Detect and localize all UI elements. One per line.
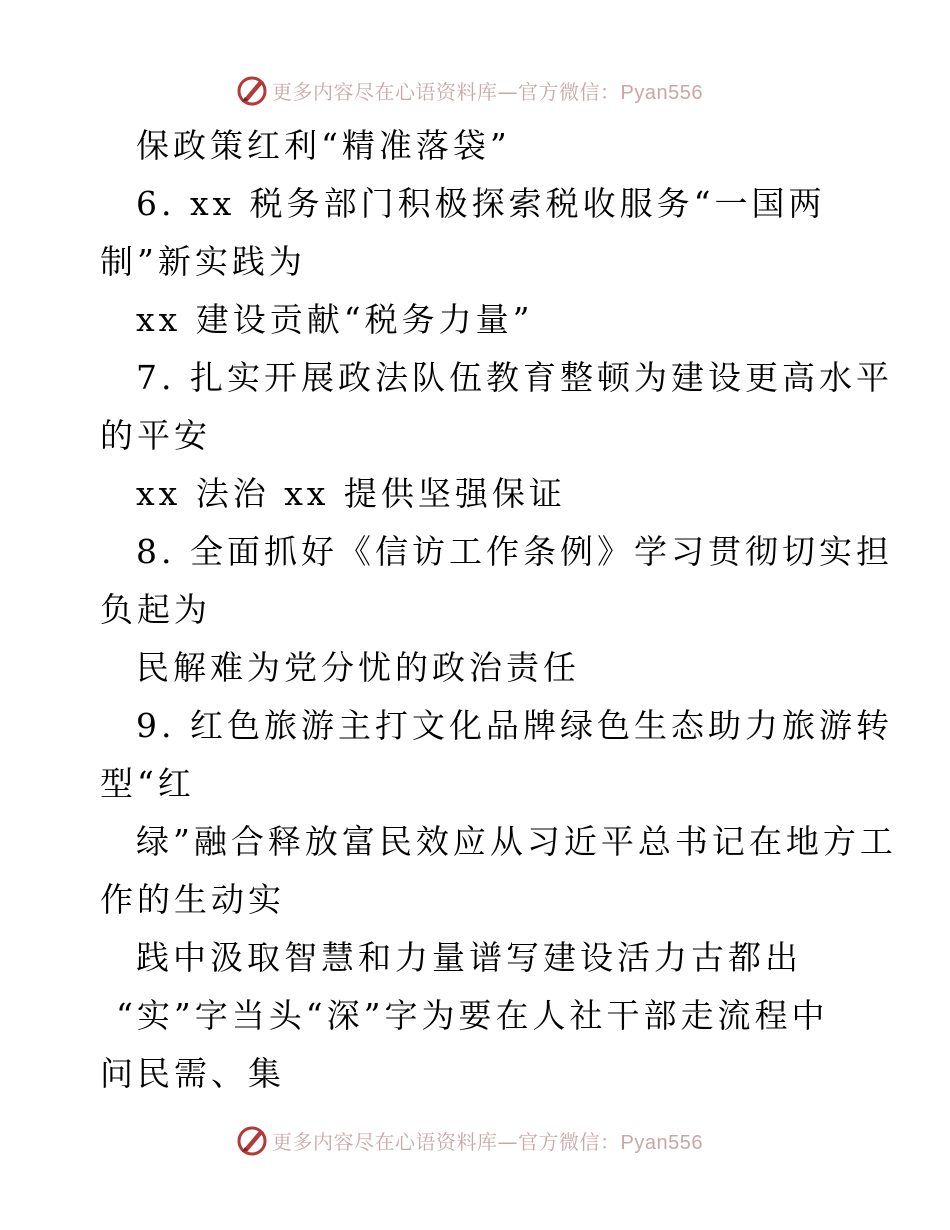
text-line: 9. 红色旅游主打文化品牌绿色生态助力旅游转	[136, 706, 893, 745]
text-line: 践中汲取智慧和力量谱写建设活力古都出	[136, 938, 802, 977]
quill-pen-logo-icon	[234, 1122, 270, 1158]
text-line: 负起为	[100, 590, 211, 629]
quill-pen-logo-icon	[234, 72, 270, 108]
footer-watermark	[234, 1120, 703, 1160]
text-line: xx 法治 xx 提供坚强保证	[136, 474, 566, 513]
text-line: 保政策红利“精准落袋”	[136, 126, 511, 165]
watermark-site: 更多内容尽在心语资料库	[272, 1129, 498, 1154]
watermark-wechat-label: 官方微信：	[518, 79, 621, 104]
watermark-separator: —	[497, 1129, 518, 1154]
text-line: “实”字当头“深”字为要在人社干部走流程中	[116, 996, 829, 1035]
text-line: 7. 扎实开展政法队伍教育整顿为建设更高水平	[136, 358, 893, 397]
watermark-separator: —	[497, 79, 518, 104]
text-line: 的平安	[100, 416, 211, 455]
header-watermark	[234, 70, 703, 110]
watermark-text	[272, 1126, 703, 1155]
watermark-text	[272, 76, 703, 105]
text-line: 作的生动实	[100, 880, 285, 919]
watermark-wechat-id: Pyan556	[620, 1131, 703, 1154]
text-line: 问民需、集	[100, 1054, 285, 1093]
text-line: 8. 全面抓好《信访工作条例》学习贯彻切实担	[136, 532, 893, 571]
text-line: 制”新实践为	[100, 242, 306, 281]
watermark-wechat-label: 官方微信：	[518, 1129, 621, 1154]
text-line: 型“红	[100, 764, 195, 803]
text-line: 绿”融合释放富民效应从习近平总书记在地方工	[136, 822, 897, 861]
watermark-wechat-id: Pyan556	[620, 81, 703, 104]
text-line: xx 建设贡献“税务力量”	[136, 300, 534, 339]
watermark-site: 更多内容尽在心语资料库	[272, 79, 498, 104]
text-line: 6. xx 税务部门积极探索税收服务“一国两	[136, 184, 826, 223]
text-line: 民解难为党分忧的政治责任	[136, 648, 580, 687]
